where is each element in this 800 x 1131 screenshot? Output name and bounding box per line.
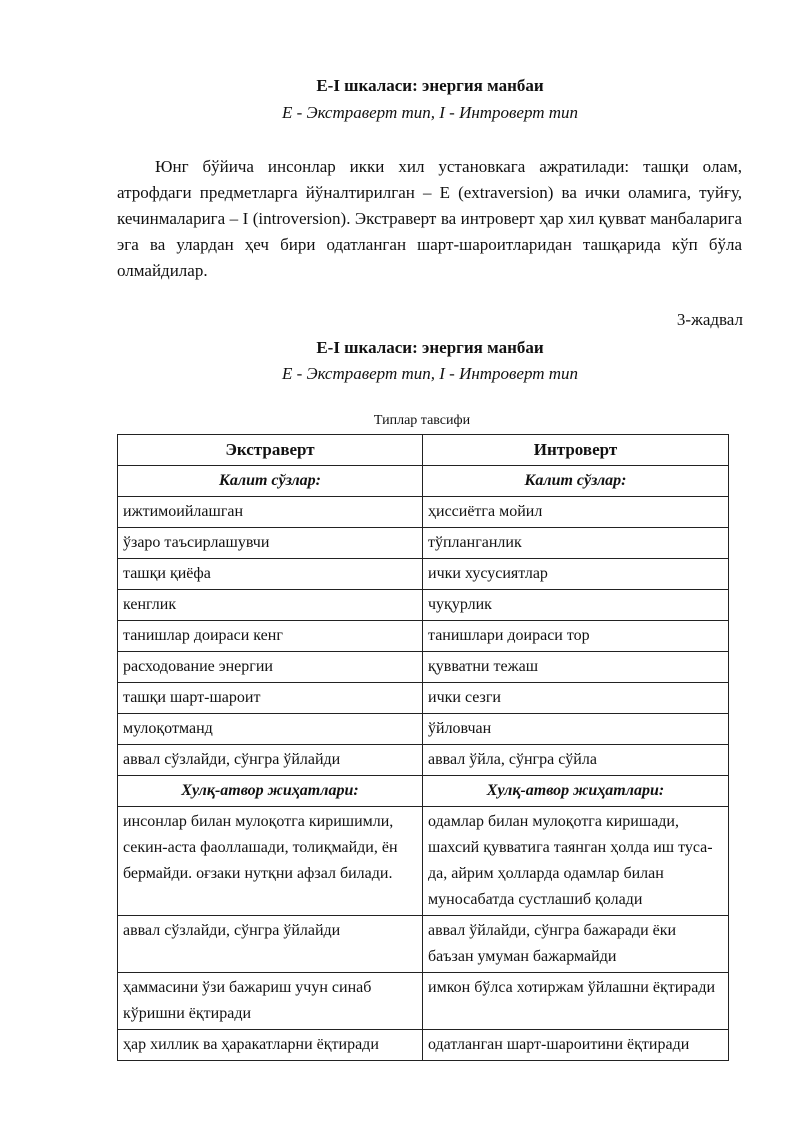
- keywords-label-row: [118, 466, 729, 497]
- table-subtitle: E - Экстраверт тип, I - Интроверт тип: [281, 364, 579, 383]
- intro-paragraph-text: Юнг бўйича инсонлар икки хил установкага ажратилади: ташқи олам, атрофдаги предметларга йўналтирилган – E (extraversion) ва ички оламига, туйғу, кечинмаларига – I (introversion). Экстраверт ва интроверт ҳар хил қувват манбаларига эга ва улардан ҳеч бири одатланган шарт-шароитларидан ташқарида кўп бўла олмайдилар.: [117, 157, 742, 280]
- table-row: [118, 745, 729, 776]
- table-header-row: [118, 435, 729, 466]
- table-cell: чуқурлик: [423, 590, 729, 621]
- table-cell: кенглик: [118, 590, 423, 621]
- behavior-label-extravert: Хулқ-атвор жиҳатлари:: [118, 776, 423, 807]
- intro-paragraph: [117, 154, 742, 284]
- table-row: [118, 807, 729, 916]
- table-cell: аввал ўйла, сўнгра сўйла: [423, 745, 729, 776]
- table-row: [118, 559, 729, 590]
- table-row: [118, 1030, 729, 1061]
- table-cell: ички хусусиятлар: [423, 559, 729, 590]
- section-subtitle: E - Экстраверт тип, I - Интроверт тип: [281, 103, 579, 122]
- types-table: [117, 434, 729, 1061]
- table-cell: ҳар хиллик ва ҳаракатларни ёқтиради: [118, 1030, 423, 1061]
- table-cell: ижтимоийлашган: [118, 497, 423, 528]
- keywords-label-introvert: Калит сўзлар:: [423, 466, 729, 497]
- table-cell: аввал сўзлайди, сўнгра ўйлайди: [118, 916, 423, 973]
- keywords-label-extravert: Калит сўзлар:: [118, 466, 423, 497]
- table-cell: расходование энергии: [118, 652, 423, 683]
- table-cell: қувватни тежаш: [423, 652, 729, 683]
- table-caption: Типлар тавсифи: [373, 413, 471, 428]
- table-cell: ташқи шарт-шароит: [118, 683, 423, 714]
- table-number: 3-жадвал: [676, 310, 743, 329]
- table-cell: ички сезги: [423, 683, 729, 714]
- table-cell: тўпланганлик: [423, 528, 729, 559]
- table-cell: аввал ўйлайди, сўнгра бажаради ёки баъзан умуман бажармайди: [423, 916, 729, 973]
- table-cell: ташқи қиёфа: [118, 559, 423, 590]
- table-row: [118, 714, 729, 745]
- table-cell: ўйловчан: [423, 714, 729, 745]
- table-row: [118, 621, 729, 652]
- behavior-label-introvert: Хулқ-атвор жиҳатлари:: [423, 776, 729, 807]
- table-row: [118, 973, 729, 1030]
- table-title: E-I шкаласи: энергия манбаи: [316, 338, 544, 357]
- table-row: [118, 652, 729, 683]
- table-cell: мулоқотманд: [118, 714, 423, 745]
- section-title: E-I шкаласи: энергия манбаи: [316, 76, 544, 95]
- table-cell: танишлар доираси кенг: [118, 621, 423, 652]
- table-cell: одатланган шарт-шароитини ёқтиради: [423, 1030, 729, 1061]
- table-cell: имкон бўлса хотиржам ўйлашни ёқтиради: [423, 973, 729, 1030]
- table-cell: аввал сўзлайди, сўнгра ўйлайди: [118, 745, 423, 776]
- table-row: [118, 683, 729, 714]
- table-row: [118, 916, 729, 973]
- table-row: [118, 497, 729, 528]
- table-cell: ҳиссиётга мойил: [423, 497, 729, 528]
- table-row: [118, 590, 729, 621]
- table-cell: ҳаммасини ўзи бажариш учун синаб кўришни ёқтиради: [118, 973, 423, 1030]
- table-row: [118, 528, 729, 559]
- table-cell: танишлари доираси тор: [423, 621, 729, 652]
- header-introvert: Интроверт: [423, 435, 729, 466]
- behavior-label-row: [118, 776, 729, 807]
- header-extravert: Экстраверт: [118, 435, 423, 466]
- table-cell: инсонлар билан мулоқотга киришимли, секин-аста фаоллашади, толиқмайди, ён бермайди. оғзаки нутқни афзал билади.: [118, 807, 423, 916]
- table-cell: одамлар билан мулоқотга киришади, шахсий қувватига таянган ҳолда иш туса-да, айрим ҳолларда одамлар билан муносабатда сустлашиб қолади: [423, 807, 729, 916]
- table-cell: ўзаро таъсирлашувчи: [118, 528, 423, 559]
